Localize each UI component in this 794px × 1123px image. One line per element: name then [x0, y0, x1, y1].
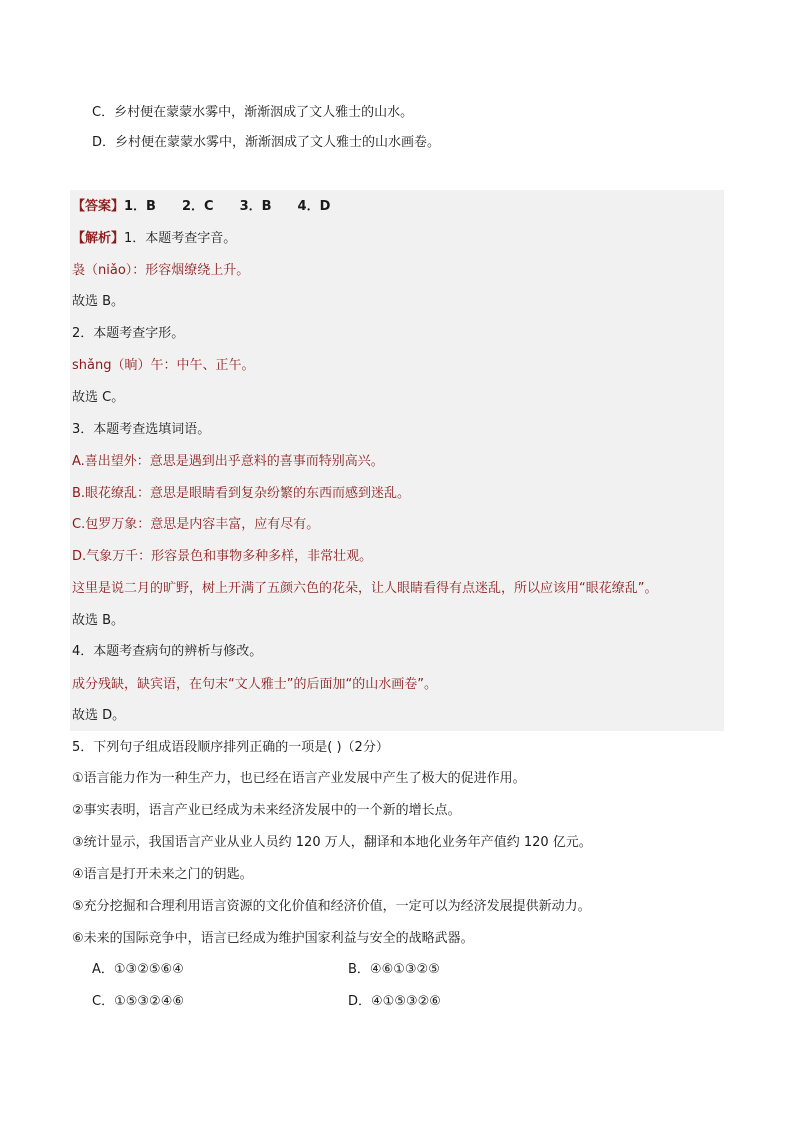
answer-item-3: 3．B [239, 199, 272, 214]
analysis-line-2: 袅（niǎo）：形容烟缭绕上升。 [72, 263, 250, 278]
q5-sentence-6: ⑥未来的国际竞争中，语言已经成为维护国家利益与安全的战略武器。 [72, 931, 474, 946]
answer-item-4: 4．D [297, 199, 331, 214]
analysis-line-9: B.眼花缭乱：意思是眼睛看到复杂纷繁的东西而感到迷乱。 [72, 486, 411, 501]
answer-item-1: 1．B [124, 199, 156, 214]
analysis-line-3: 故选 B。 [72, 294, 125, 309]
q5-choice-a: A．①③②⑤⑥④ [92, 962, 184, 977]
q5-sentence-1: ①语言能力作为一种生产力，也已经在语言产业发展中产生了极大的促进作用。 [72, 771, 526, 786]
q5-sentence-2: ②事实表明，语言产业已经成为未来经济发展中的一个新的增长点。 [72, 803, 461, 818]
q5-choice-d: D．④①⑤③②⑥ [348, 994, 441, 1009]
answer-item-2: 2．C [181, 199, 214, 214]
option-d-prev: D．乡村便在蒙蒙水雾中，渐渐洇成了文人雅士的山水画卷。 [92, 135, 441, 150]
analysis-text: 1．本题考查字音。 [124, 231, 237, 246]
option-c-prev: C．乡村便在蒙蒙水雾中，渐渐洇成了文人雅士的山水。 [92, 105, 414, 120]
analysis-line-6: 故选 C。 [72, 390, 125, 405]
q5-choice-b: B．④⑥①③②⑤ [348, 962, 440, 977]
q5-sentence-3: ③统计显示，我国语言产业从业人员约 120 万人，翻译和本地化业务年产值约 120 亿元。 [72, 835, 592, 850]
analysis-line-10: C.包罗万象：意思是内容丰富，应有尽有。 [72, 517, 320, 532]
q5-sentence-5: ⑤充分挖掘和合理利用语言资源的文化价值和经济价值，一定可以为经济发展提供新动力。 [72, 899, 591, 914]
answer-tag: 【答案】 [72, 199, 125, 214]
q5-sentence-4: ④语言是打开未来之门的钥匙。 [72, 867, 253, 882]
q5-choice-c: C．①⑤③②④⑥ [92, 994, 185, 1009]
analysis-line-11: D.气象万千：形容景色和事物多种多样，非常壮观。 [72, 549, 373, 564]
analysis-line-13: 故选 B。 [72, 613, 125, 628]
analysis-line-14: 4．本题考查病句的辨析与修改。 [72, 644, 263, 659]
analysis-line-1 [72, 230, 236, 248]
analysis-tag: 【解析】 [72, 231, 125, 246]
analysis-line-7: 3．本题考查选填词语。 [72, 422, 211, 437]
analysis-line-12: 这里是说二月的旷野，树上开满了五颜六色的花朵，让人眼睛看得有点迷乱，所以应该用“眼花缭乱”。 [72, 581, 658, 596]
analysis-line-16: 故选 D。 [72, 708, 126, 723]
analysis-line-8: A.喜出望外：意思是遇到出乎意料的喜事而特别高兴。 [72, 454, 384, 469]
analysis-line-15: 成分残缺，缺宾语，在句末“文人雅士”的后面加“的山水画卷”。 [72, 677, 437, 692]
analysis-line-5: shǎng（晌）午：中午、正午。 [72, 358, 255, 373]
question-5-stem: 5．下列句子组成语段顺序排列正确的一项是( )（2分） [72, 740, 389, 755]
analysis-line-4: 2．本题考查字形。 [72, 326, 185, 341]
answer-line [72, 198, 330, 216]
